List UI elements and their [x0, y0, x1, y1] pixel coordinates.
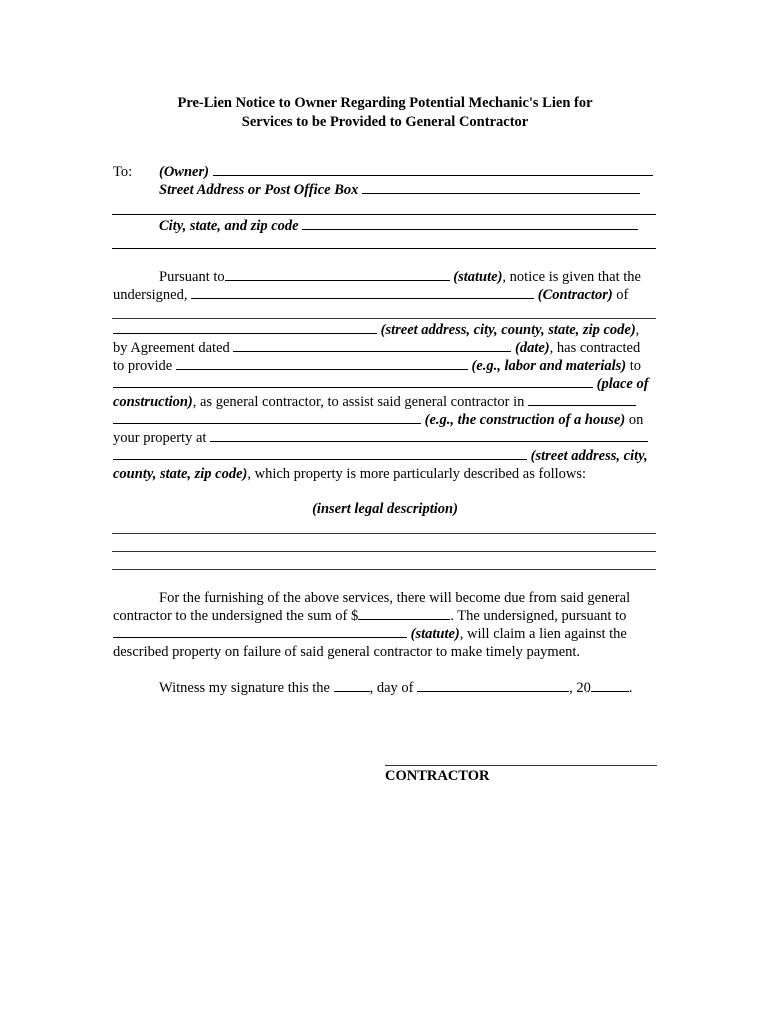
- contractor-signature-label: CONTRACTOR: [385, 768, 490, 784]
- project-blank[interactable]: [113, 411, 421, 424]
- body-line-4: by Agreement dated (date), has contracted: [113, 340, 641, 356]
- to-label: To:: [113, 164, 133, 180]
- payment-line-4: described property on failure of said general contractor to make timely payment.: [113, 644, 581, 660]
- legal-description-line-1[interactable]: [112, 533, 656, 534]
- property-address-blank-2[interactable]: [113, 447, 527, 460]
- owner-blank[interactable]: [213, 163, 653, 176]
- street-label: Street Address or Post Office Box: [159, 182, 359, 198]
- legal-description-line-3[interactable]: [112, 569, 656, 570]
- body-line-5: to provide (e.g., labor and materials) to: [113, 358, 642, 374]
- contractor-address-blank[interactable]: [113, 321, 377, 334]
- body-line-9: your property at: [113, 429, 648, 447]
- statute-blank-2[interactable]: [113, 625, 407, 638]
- payment-line-3: (statute), will claim a lien against the: [113, 625, 627, 643]
- document-title-line-1: Pre-Lien Notice to Owner Regarding Potential Mechanic's Lien for: [177, 95, 593, 111]
- contractor-signature-line[interactable]: [385, 765, 657, 766]
- body-line-10: (street address, city,: [113, 447, 648, 465]
- payment-line-1: For the furnishing of the above services, there will become due from said general: [159, 590, 631, 606]
- address-extra-rule[interactable]: [112, 248, 656, 249]
- witness-month-blank[interactable]: [417, 679, 569, 692]
- witness-line: Witness my signature this the , day of , 20 .: [159, 680, 633, 696]
- contractor-name-blank[interactable]: [191, 286, 534, 299]
- body-line-1: Pursuant to (statute), notice is given that the: [159, 269, 641, 285]
- street-line: [159, 181, 640, 199]
- body-line-8: (e.g., the construction of a house) on: [113, 411, 643, 429]
- witness-year-blank[interactable]: [591, 679, 629, 692]
- body-line-3: (street address, city, county, state, zip code),: [113, 321, 639, 339]
- place-blank[interactable]: [113, 375, 593, 388]
- owner-label: (Owner): [159, 164, 209, 180]
- payment-line-2: contractor to the undersigned the sum of $ . The undersigned, pursuant to: [113, 608, 627, 624]
- city-line: [159, 217, 638, 235]
- owner-line: [159, 163, 653, 181]
- contractor-address-rule[interactable]: [112, 318, 656, 319]
- body-line-7: construction), as general contractor, to assist said general contractor in: [113, 393, 636, 411]
- legal-description-label: (insert legal description): [312, 501, 458, 517]
- witness-day-blank[interactable]: [334, 679, 370, 692]
- statute-blank-1[interactable]: [225, 268, 450, 281]
- document-title-line-2: Services to be Provided to General Contractor: [241, 114, 529, 130]
- sum-amount-blank[interactable]: [358, 607, 450, 620]
- body-line-2: undersigned, (Contractor) of: [113, 287, 629, 303]
- body-line-6: (place of: [113, 375, 649, 393]
- legal-description-line-2[interactable]: [112, 551, 656, 552]
- city-blank[interactable]: [302, 217, 638, 230]
- assist-blank[interactable]: [528, 393, 636, 406]
- provide-blank[interactable]: [176, 357, 468, 370]
- address-line-rule[interactable]: [112, 214, 656, 215]
- agreement-date-blank[interactable]: [233, 339, 511, 352]
- street-blank[interactable]: [362, 181, 640, 194]
- city-label: City, state, and zip code: [159, 218, 299, 234]
- body-line-11: county, state, zip code), which property is more particularly described as follows:: [113, 466, 587, 482]
- property-address-blank[interactable]: [210, 429, 648, 442]
